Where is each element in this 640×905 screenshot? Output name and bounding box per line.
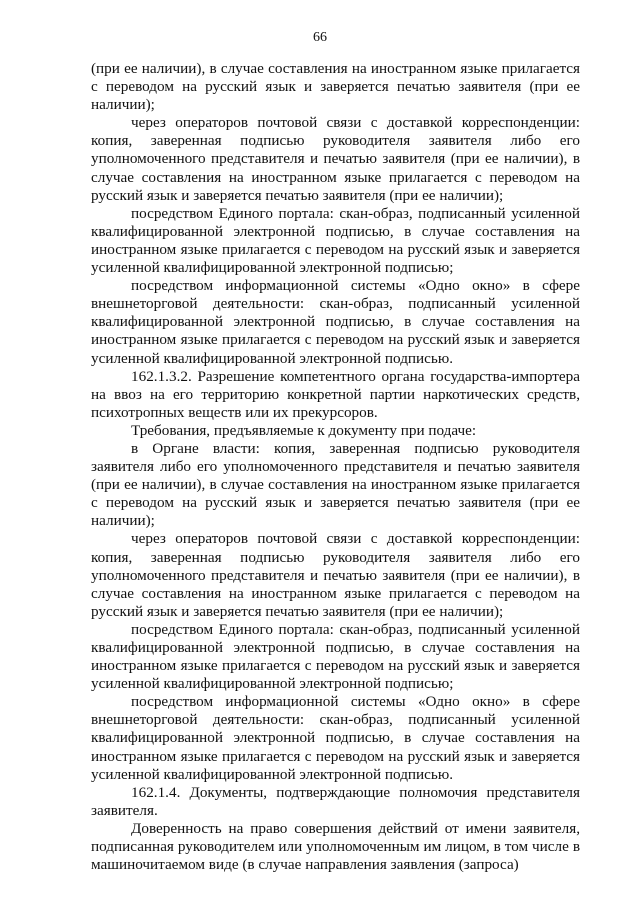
- paragraph: посредством Единого портала: скан-образ, подписанный усиленной квалифицированной электронной подписью, в случае составления на иностранном языке прилагается с переводом на русский язык и заверяется усиленной квалифицированной электронной подписью;: [91, 620, 580, 693]
- section-heading: 162.1.4. Документы, подтверждающие полномочия представителя заявителя.: [91, 783, 580, 819]
- page-number: 66: [313, 30, 327, 45]
- paragraph: (при ее наличии), в случае составления на иностранном языке прилагается с переводом на русский язык и заверяется печатью заявителя (при ее наличии);: [91, 60, 580, 114]
- paragraph: в Органе власти: копия, заверенная подписью руководителя заявителя либо его уполномоченного представителя и печатью заявителя (при ее наличии), в случае составления на иностранном языке прилагается с переводом на русский язык и заверяется печатью заявителя (при ее наличии);: [91, 439, 580, 530]
- paragraph: Требования, предъявляемые к документу при подаче:: [131, 421, 477, 439]
- paragraph: посредством Единого портала: скан-образ, подписанный усиленной квалифицированной электронной подписью, в случае составления на иностранном языке прилагается с переводом на русский язык и заверяется усиленной квалифицированной электронной подписью;: [91, 204, 580, 277]
- paragraph: через операторов почтовой связи с доставкой корреспонденции: копия, заверенная подписью руководителя заявителя либо его уполномоченного представителя и печатью заявителя (при ее наличии), в случае составления на иностранном языке прилагается с переводом на русский язык и заверяется печатью заявителя (при ее наличии);: [91, 530, 580, 620]
- document-body: [91, 60, 580, 874]
- paragraph: посредством информационной системы «Одно окно» в сфере внешнеторговой деятельности: скан-образ, подписанный усиленной квалифицированной электронной подписью, в случае составления на иностранном языке прилагается с переводом на русский язык и заверяется усиленной квалифицированной электронной подписью.: [91, 277, 580, 367]
- paragraph: Доверенность на право совершения действий от имени заявителя, подписанная руководителем или уполномоченным им лицом, в том числе в машиночитаемом виде (в случае направления заявления (запроса): [91, 819, 580, 874]
- section-heading: 162.1.3.2. Разрешение компетентного органа государства-импортера на ввоз на его территорию конкретной партии наркотических средств, психотропных веществ или их прекурсоров.: [91, 367, 580, 421]
- paragraph: посредством информационной системы «Одно окно» в сфере внешнеторговой деятельности: скан-образ, подписанный усиленной квалифицированной электронной подписью, в случае составления на иностранном языке прилагается с переводом на русский язык и заверяется усиленной квалифицированной электронной подписью.: [91, 693, 580, 783]
- paragraph: через операторов почтовой связи с доставкой корреспонденции: копия, заверенная подписью руководителя заявителя либо его уполномоченного представителя и печатью заявителя (при ее наличии), в случае составления на иностранном языке прилагается с переводом на русский язык и заверяется печатью заявителя (при ее наличии);: [91, 114, 580, 204]
